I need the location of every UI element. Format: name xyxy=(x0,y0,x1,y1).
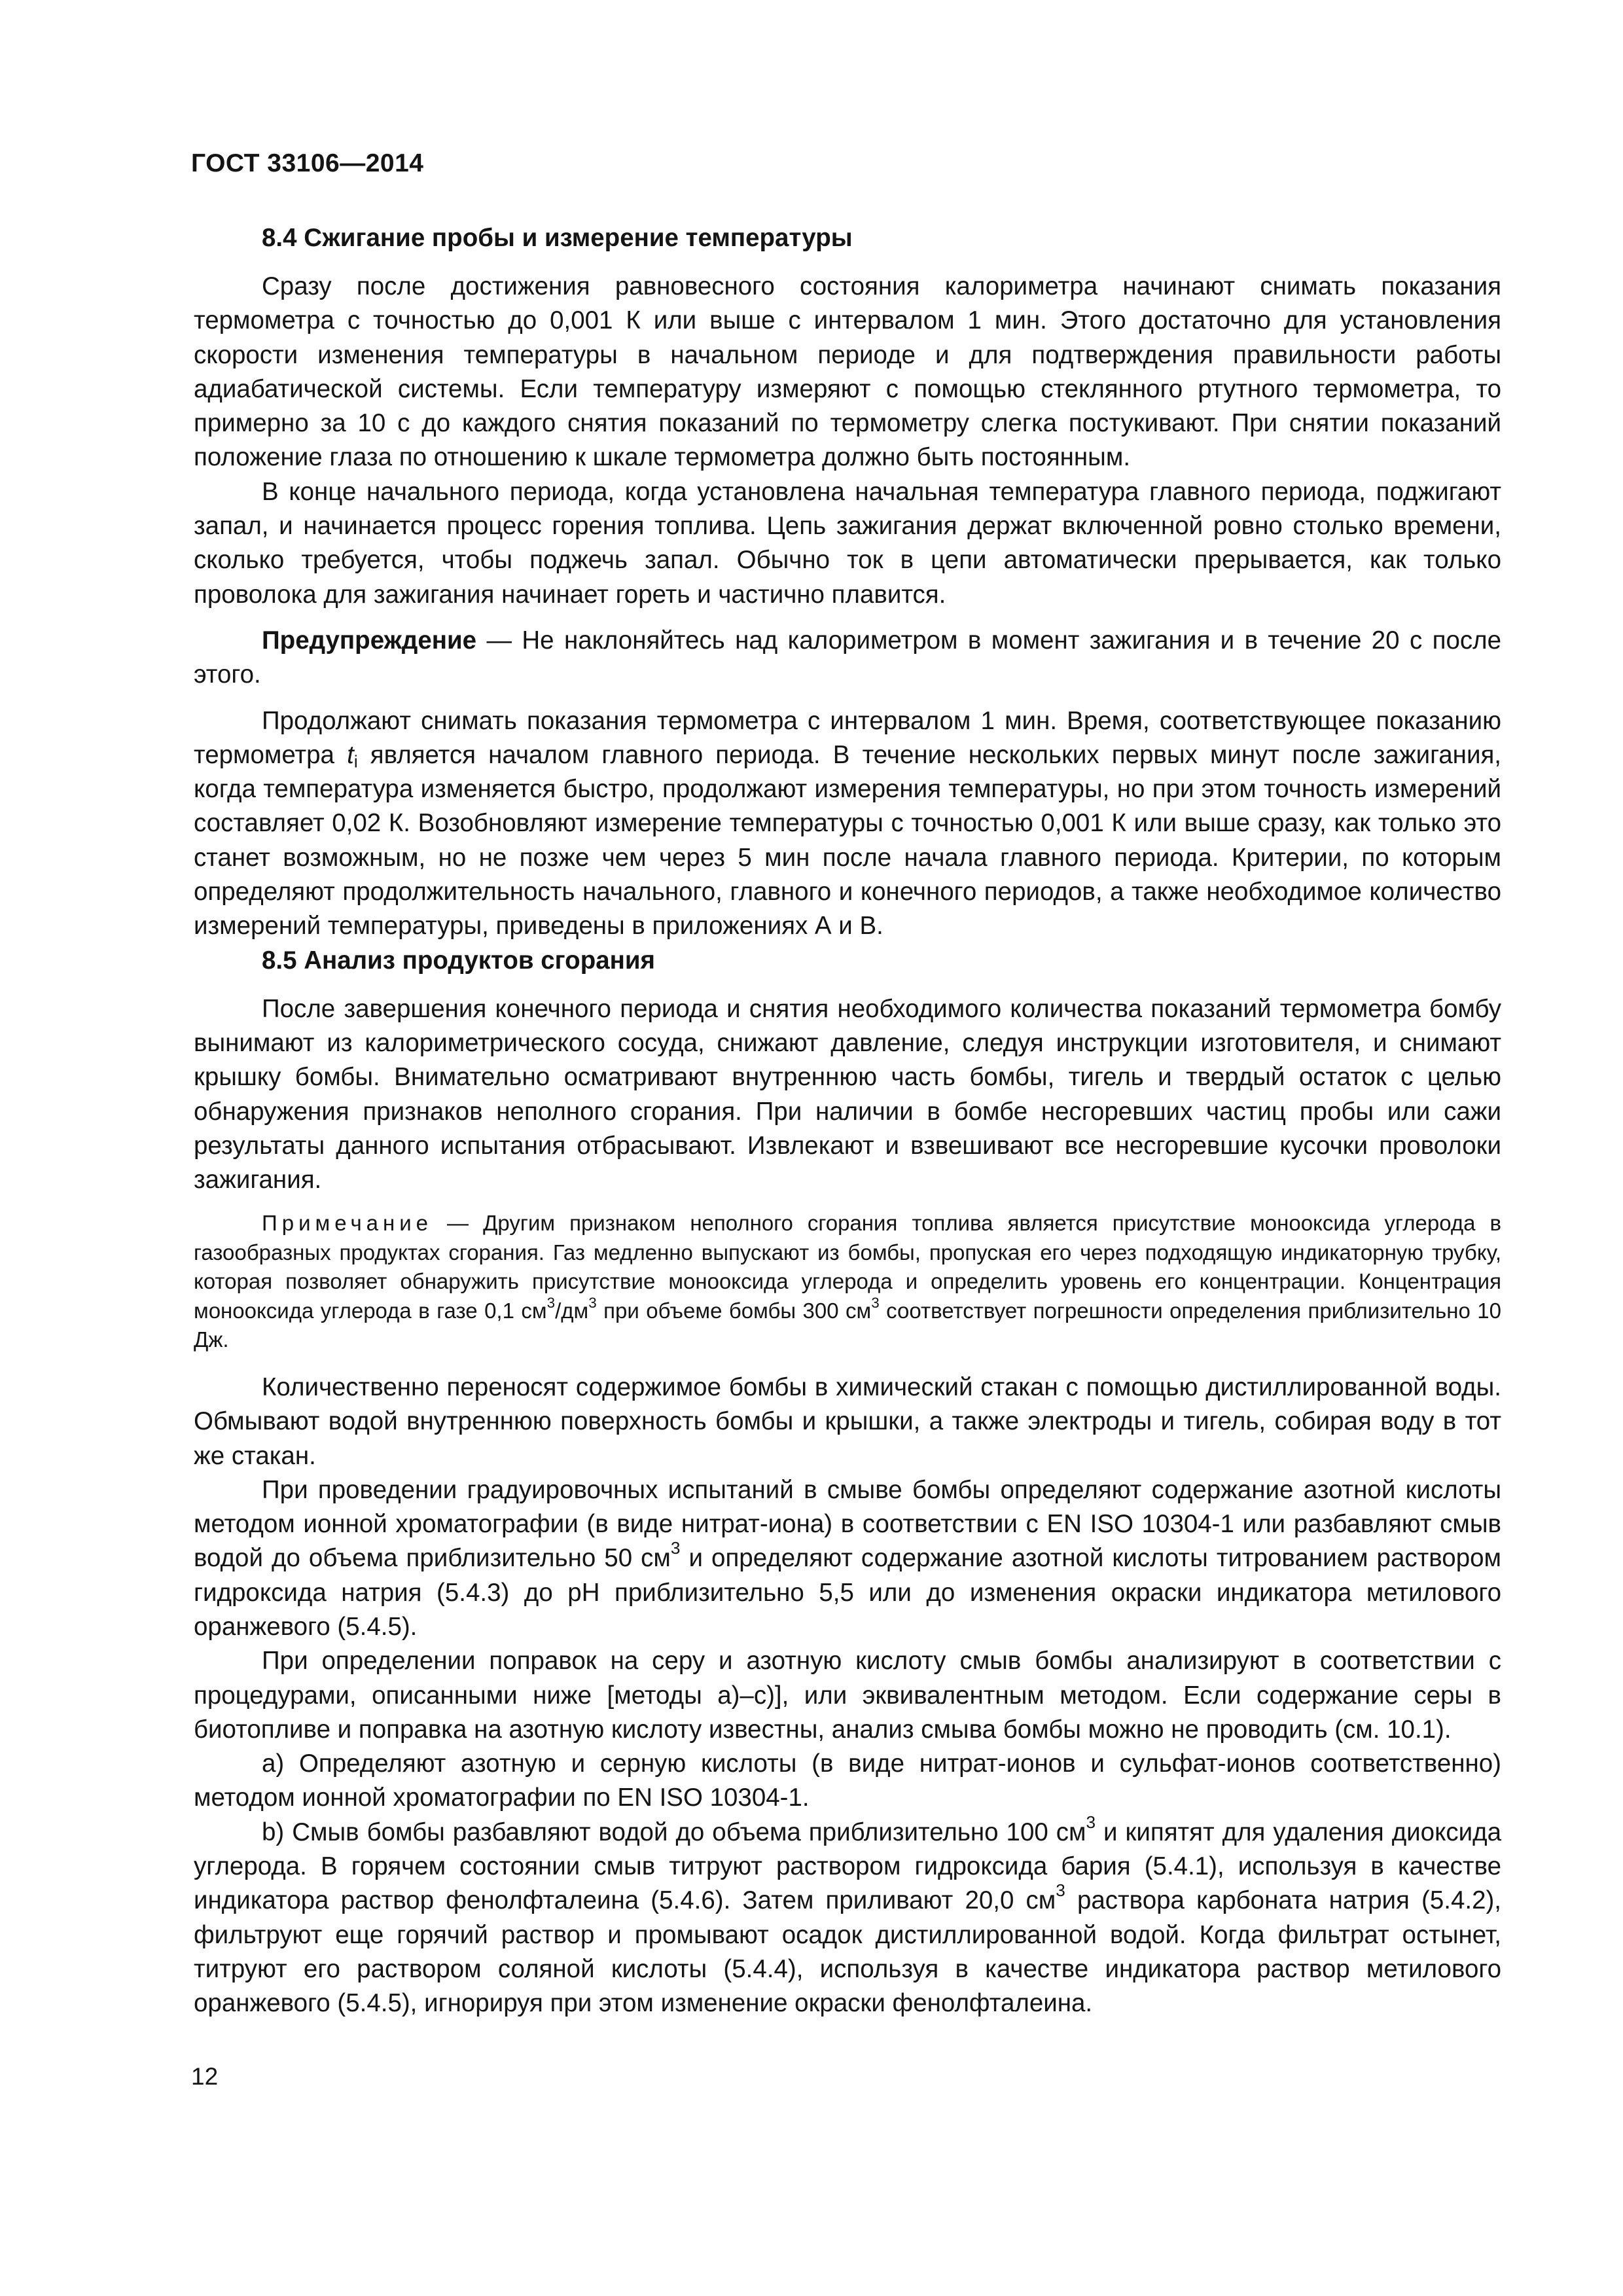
page-content xyxy=(194,221,1501,2021)
section-8-5-paragraph-1: После завершения конечного периода и снятия необходимого количества показаний термометра бомбу вынимают из калориметрического сосуда, снижают давление, следуя инструкции изготовителя, и снимают крышку бомбы. Внимательно осматривают внутреннюю часть бомбы, тигель и твердый остаток с целью обнаружения признаков неполного сгорания. При наличии в бомбе несгоревших частиц пробы или сажи результаты данного испытания отбрасывают. Извлекают и взвешивают все несгоревшие кусочки проволоки зажигания. xyxy=(194,994,1501,1194)
variable-t: t xyxy=(347,740,354,769)
warning-paragraph xyxy=(194,624,1501,692)
paragraph-text: При проведении градуировочных испытаний в смыве бомбы определяют содержание азотной кислоты методом ионной хроматографии (в виде нитрат-иона) в соответствии с EN ISO 10304-1 или разбавляют смыв водой до объема приблизительно 50 см xyxy=(194,1475,1501,1573)
superscript: 3 xyxy=(670,1538,681,1558)
note-label: Примечание xyxy=(262,1211,433,1236)
note-paragraph xyxy=(194,1209,1501,1355)
note-text: — Другим признаком неполного сгорания топлива является присутствие монооксида углерода в газообразных продуктах сгорания. Газ медленно выпускают из бомбы, пропуская его через подходящую индикаторную трубку, которая позволяет обнаружить присутствие монооксида углерода и определить уровень его концентрации. Концентрация монооксида углерода в газе 0,1 см xyxy=(194,1211,1501,1323)
paragraph-text: b) Смыв бомбы разбавляют водой до объема приблизительно 100 см xyxy=(262,1818,1086,1846)
section-8-5-heading: 8.5 Анализ продуктов сгорания xyxy=(262,946,656,975)
list-item-b xyxy=(194,1812,1501,2021)
paragraph-text: Продолжают снимать показания термометра с интервалом 1 мин. Время, соответствующее показанию термометра xyxy=(194,706,1501,769)
superscript: 3 xyxy=(1086,1812,1096,1832)
list-item-a: a) Определяют азотную и серную кислоты (в виде нитрат-ионов и сульфат-ионов соответственно) методом ионной хроматографии по EN ISO 10304-1. xyxy=(194,1749,1501,1812)
warning-label: Предупреждение xyxy=(262,626,477,655)
superscript: 3 xyxy=(871,1294,880,1311)
subscript-i: i xyxy=(353,751,358,772)
page-number: 12 xyxy=(191,2063,219,2090)
warning-text: — Не наклоняйтесь над калориметром в момент зажигания и в течение 20 с после этого. xyxy=(194,626,1501,689)
section-8-4-paragraph-3 xyxy=(194,704,1501,944)
section-8-4-paragraph-1: Сразу после достижения равновесного состояния калориметра начинают снимать показания термометра с точностью до 0,001 К или выше с интервалом 1 мин. Этого достаточно для установления скорости изменения температуры в начальном периоде и для подтверждения правильности работы адиабатической системы. Если температуру измеряют с помощью стеклянного ртутного термометра, то примерно за 10 с до каждого снятия показаний по термометру слегка постукивают. При снятии показаний положение глаза по отношению к шкале термометра должно быть постоянным. xyxy=(194,272,1501,472)
paragraph-text: и определяют содержание азотной кислоты титрованием раствором гидроксида натрия (5.4.3) до pH приблизительно 5,5 или до изменения окраски индикатора метилового оранжевого (5.4.5). xyxy=(194,1544,1501,1641)
note-text: соответствует погрешности определения приблизительно 10 Дж. xyxy=(194,1298,1501,1352)
note-text: /дм xyxy=(555,1298,589,1323)
section-8-4-paragraph-2: В конце начального периода, когда установлена начальная температура главного периода, поджигают запал, и начинается процесс горения топлива. Цепь зажигания держат включенной ровно столько времени, сколько требуется, чтобы поджечь запал. Обычно ток в цепи автоматически прерывается, как только проволока для зажигания начинает гореть и частично плавится. xyxy=(194,477,1501,609)
section-8-5-paragraph-2: Количественно переносят содержимое бомбы в химический стакан с помощью дистиллированной воды. Обмывают водой внутреннюю поверхность бомбы и крышки, а также электроды и тигель, собирая воду в тот же стакан. xyxy=(194,1372,1501,1470)
paragraph-text: и кипятят для удаления диоксида углерода. В горячем состоянии смыв титруют раствором гидроксида бария (5.4.1), используя в качестве индикатора раствор фенолфталеина (5.4.6). Затем приливают 20,0 см xyxy=(194,1818,1501,1915)
paragraph-text: раствора карбоната натрия (5.4.2), фильтруют еще горячий раствор и промывают осадок дистиллированной водой. Когда фильтрат остынет, титруют его раствором соляной кислоты (5.4.4), используя в качестве индикатора раствор метилового оранжевого (5.4.5), игнорируя при этом изменение окраски фенолфталеина. xyxy=(194,1886,1501,2018)
document-id: ГОСТ 33106—2014 xyxy=(191,149,424,177)
section-8-5-paragraph-4: При определении поправок на серу и азотную кислоту смыв бомбы анализируют в соответствии с процедурами, описанными ниже [методы a)–c)], или эквивалентным методом. Если содержание серы в биотопливе и поправка на азотную кислоту известны, анализ смыва бомбы можно не проводить (см. 10.1). xyxy=(194,1647,1501,1744)
superscript: 3 xyxy=(588,1294,597,1311)
superscript: 3 xyxy=(546,1294,556,1311)
section-8-5-paragraph-3 xyxy=(194,1473,1501,1644)
superscript: 3 xyxy=(1056,1880,1065,1901)
paragraph-text: является началом главного периода. В течение нескольких первых минут после зажигания, когда температура изменяется быстро, продолжают измерения температуры, но при этом точность измерений составляет 0,02 К. Возобновляют измерение температуры с точностью 0,001 К или выше сразу, как только это станет возможным, но не позже чем через 5 мин после начала главного периода. Критерии, по которым определяют продолжительность начального, главного и конечного периодов, а также необходимое количество измерений температуры, приведены в приложениях А и В. xyxy=(194,740,1501,941)
section-8-4-heading: 8.4 Сжигание пробы и измерение температуры xyxy=(262,224,853,252)
note-text: при объеме бомбы 300 см xyxy=(596,1298,872,1323)
